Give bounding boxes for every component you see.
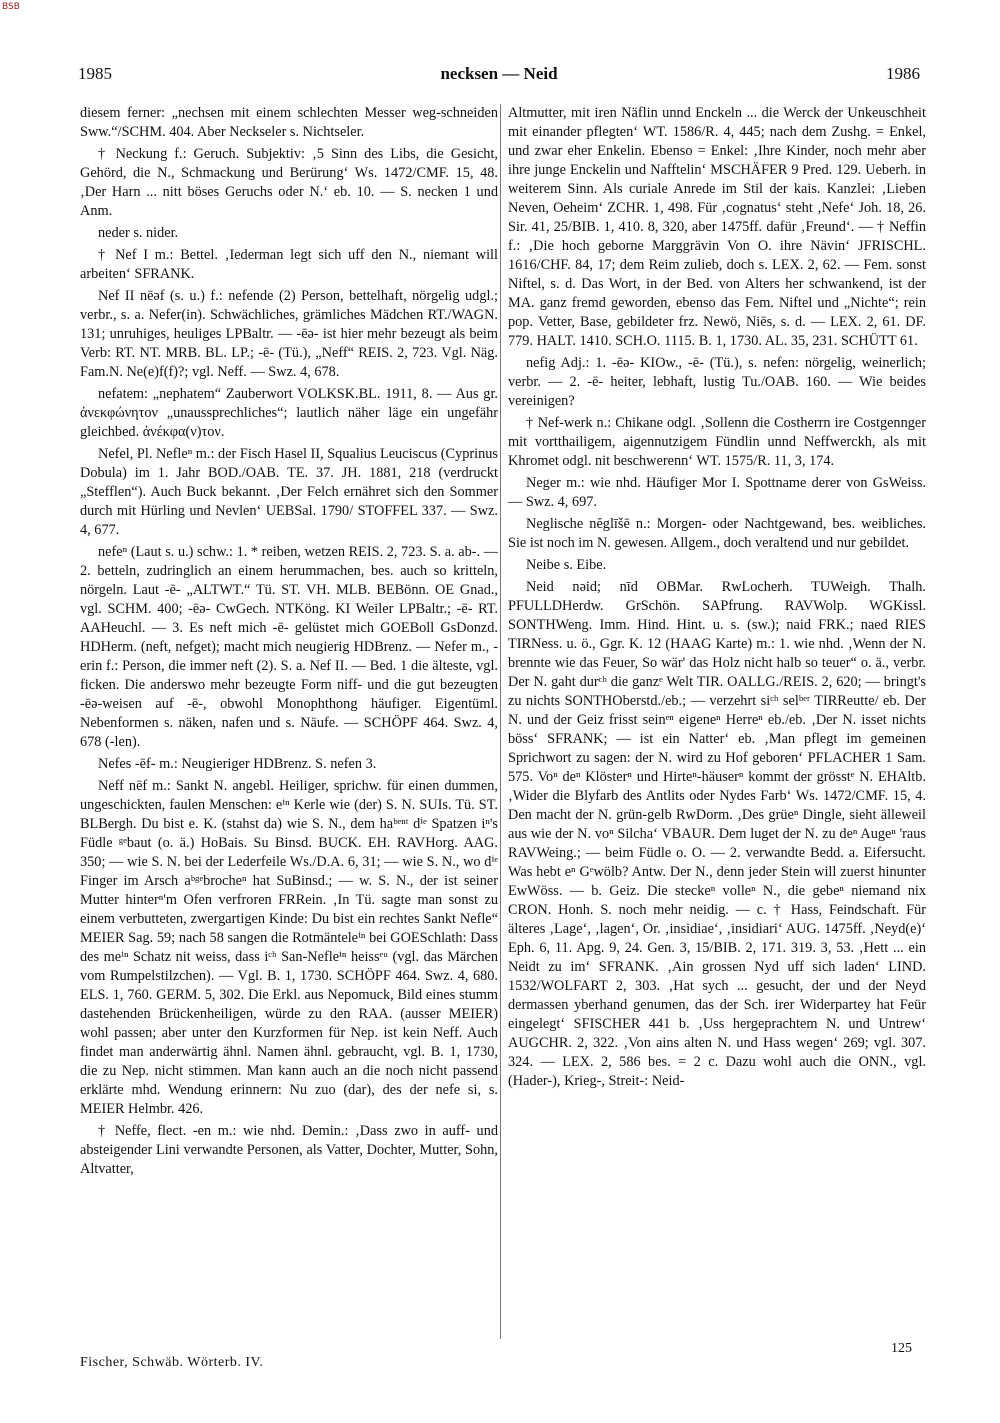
left-column — [80, 104, 498, 1182]
dictionary-entry: Neff nēf m.: Sankt N. angebl. Heiliger, sprichw. für einen dummen, ungeschickten, faulen Menschen: eⁱⁿ Kerle wie (der) S. N. SUIs. Tü. ST. BLBergh. Du bist e. K. (stahst da) wie S. N., dem haᵇᵉⁿᵗ dⁱᵉ Spatzen iⁿ's Füdle ᵍᵉbaut (o. ä.) HoBais. Su Binsd. BUCK. EH. RAVHorg. AAG. 350; — wie S. N. bei der Lederfeile Ws./D.A. 6, 31; — wie S. N., wo dⁱᵉ Finger im Arsch aᵇᵍᵉbrocheⁿ hat SuBinsd.; — w. S. N., der ist seiner Mutter hinterⁿ'm Ofen verfroren FRRein. ‚In Tü. sagte man sonst zu einem verbutteten, zwergartigen Kinde: Du bist ein rechtes Sankt Nefle“ MEIER Sag. 59; nach 58 sangen die Rotmänteleⁱⁿ bei GOESchlath: Dass des meⁱⁿ Schatz nit weiss, dass iᶜʰ San-Nefleⁱⁿ heissᵉᵘ (vgl. das Märchen vom Rumpelstilzchen). — Vgl. B. 1, 1730. SCHÖPF 464. Swz. 4, 680. ELS. 1, 760. GERM. 5, 302. Die Erkl. aus Nepomuck, Bild eines stumm dastehenden Brückenheiligen, würde zu den RAA. (ausser MEIER) wohl passen; aber unter den Kurzformen für Nep. ist kein Neff. Auch findet man anderwärtig ähnl. Namen ähnl. gebraucht, vgl. B. 1, 1730, die zu Nep. nicht stimmen. Man kann auch an die noch nicht passend erklärte mhd. Wendung erinnern: Nu zuo (dar), des der nefe si, s. MEIER Helmbr. 426. — [80, 778, 498, 1117]
footer-signature: 125 — [891, 1341, 912, 1356]
dictionary-entry: † Nef I m.: Bettel. ‚Iederman legt sich uff den N., niemant will arbeiten‘ SFRANK. — [80, 247, 498, 282]
dictionary-entry: diesem ferner: „nechsen mit einem schlechten Messer weg-schneiden Sww.“/SCHM. 404. Aber Neckseler s. Nichtseler. — [80, 105, 498, 140]
dictionary-entry: Neid nəid; nīd OBMar. RwLocherh. TUWeigh. Thalh. PFULLDHerdw. GrSchön. SAPfrung. RAVWolp. WGKissl. SONTHWeng. Imm. Hind. Hint. u. s. (sw.); naid FRK.; naed RIES TIRNess. u. ö., Ggr. K. 12 (HAAG Karte) m.: 1. wie nhd. ‚Wenn der N. brennte wie das Feuer, So wär' das Holz nicht halb so teuer“ o. ä., verbr. Der N. gaht durᶜʰ die ganzᵉ Welt TIR. OALLG./REIS. 2, 620; — bringt's zu nichts SONTHOberstd./eb.; — verzehrt siᶜʰ selᵇᵉʳ TIRReutte/ eb. Der N. und der Geiz frisst seinᵉⁿ eigeneⁿ Herreⁿ eb./eb. ‚Der N. isset nichts böss‘ SFRANK; — ist ein Natter‘ eb. ‚Man pflegt im gemeinen Sprichwort zu sagen: der N. wird zu Hof geboren‘ PFLACHER 1 Sam. 575. Voⁿ deⁿ Klösterⁿ und Hirteⁿ-häuserⁿ kommt der grösstᵉ N. EHAltb. ‚Wider die Blyfarb des Antlits oder Nydes Farb‘ Ws. 1472/CMF. 15, 4. Den macht der N. grün-gelb RwDorm. ‚Des grüeⁿ Dingle, sieht älleweil aus wie der N. voⁿ Silcha‘ VBAUR. Dem luget der N. zu deⁿ Augeⁿ 'raus RAVWeing.; — beim Füdle o. O. — 2. verwandte Bedd. a. Eifersucht. Was hebt eⁿ Gᵉwölb? Antw. Der N., denn jeder Stein will zuerst hinunter EwWöss. — b. Geiz. Die steckeⁿ volleⁿ N., die gebeⁿ niemand nix CRON. Honh. S. noch mehr neidig. — c. † Hass, Feindschaft. Für älteres ‚Lage‘, ‚lagen‘, Or. ‚insidiae‘, ‚insidiari‘ AUG. 1475ff. ‚Neyd(e)‘ Eph. 6, 11. Apg. 9, 24. Gen. 3, 15/BIB. 2, 171. 319. 3, 53. ‚Hett ... ein Neidt zu im‘ SFRANK. ‚Ain grossen Nyd uff sich laden‘ LIND. 1532/WOLFART 2, 303. ‚Hat sych ... gesucht, der und der Neyd dermassen yberhand genumen, das der Sch. irer Widerpartey hat Feür eingelegt‘ SFISCHER 441 b. ‚Uss hergeprachtem N. und Untrew‘ AUGCHR. 2, 322. ‚Von ains alten N. und Hass wegen‘ 269; vgl. 307. 324. — LEX. 2, 586 bes. = 2 c. Dazu wohl auch die ONN., vgl. (Hader-), Krieg-, Streit-: Neid- — [508, 579, 926, 1089]
dictionary-entry: Nef II nēəf (s. u.) f.: nefende (2) Person, bettelhaft, nörgelig udgl.; verbr., s. a. Nefer(in). Schwächliches, grämliches Mädchen RT./WAGN. 131; unruhiges, heuliges LPBaltr. — -ēə- ist hier mehr bezeugt als beim Verb: RT. NT. MRB. BL. LP.; -ē- (Tü.), „Neff“ REIS. 2, 723. Vgl. Näg. Fam.N. Ne(e)f(f)?; vgl. Neff. — Swz. 4, 678. — [80, 288, 498, 380]
dictionary-entry: nefeⁿ (Laut s. u.) schw.: 1. * reiben, wetzen REIS. 2, 723. S. a. ab-. — 2. betteln, zudringlich an einem herummachen, bes. auch so kritteln, nörgeln. Laut -ē- „ALTWT.“ Tü. ST. VH. MLB. BEBönn. OE Gnad., vgl. SCHM. 400; -ēə- CwGech. NTKöng. KI Weiler LPBaltr.; -ē- RT. AAHeuchl. — 3. Es neft mich -ē- gelüstet mich GOEBoll GsDonzd. HDHerm. (neft, nefget); macht mich neugierig HDBrenz. — Nefer m., -erin f.: Person, die immer neft (2). S. a. Nef II. — Bed. 1 die älteste, vgl. ficken. Die anderswo mehr bezeugte Form niff- und die gut bezeugten -ēə-weisen auf -ē-, obwohl Monophthong häufiger. Eigentüml. Nebenformen s. näken, nafen und s. Näufe. — SCHÖPF 464. Swz. 4, 678 (-len). — [80, 544, 498, 750]
dictionary-entry: Altmutter, mit iren Näflin unnd Enckeln ... die Werck der Unkeuschheit mit einander pflegten‘ WT. 1586/R. 4, 445; nach dem Zushg. = Enkel, und zwar eher Enkelin. Ebenso = Enkel: ‚Ihre Kinder, noch mehr aber ihre junge Enckelin und Nafftelin‘ MSCHÄFER 9 Pred. 129. Ueberh. in weiterem Sinn. Als curiale Anrede im Stil der kais. Kanzlei: ‚Lieben Neven, Oeheim‘ ZCHR. 1, 498. Für ‚cognatus‘ steht ‚Nefe‘ Joh. 18, 26. Sir. 41, 25/BIB. 1, 410. 8, 320, aber 1475ff. dafür ‚Freund‘. — † Neffin f.: ‚Die hoch geborne Marggrävin Von O. ihre Nävin‘ JFRISCHL. 1616/CHF. 84, 17; dem Reim zulieb, doch s. LEX. 2, 62. — Fem. sonst Niftel, s. d. Das Wort, in der Bed. von Alters her schwankend, ist der MA. ganz fremd geworden, ebenso das Fem. Niftel und „Nichte“; rein pop. Vetter, Base, gebildeter frz. Newö, Niēs, s. d. — LEX. 2, 61. DF. 779. HALT. 1410. SCH.O. 1115. B. 1, 1730. AL. 35, 231. SCHÜTT 61. — [508, 105, 926, 349]
page-number-right: 1986 — [886, 64, 920, 83]
dictionary-entry: nefatem: „nephatem“ Zauberwort VOLKSK.BL. 1911, 8. — Aus gr. ἀνεκφώνητον „unaussprechliches“; lautlich näher läge ein ungefähr gleichbed. ἀνέκφα(ν)τον. — [80, 386, 498, 440]
dictionary-entry: † Neckung f.: Geruch. Subjektiv: ‚5 Sinn des Libs, die Gesicht, Gehörd, die N., Schmackung und Berürung‘ Ws. 1472/CMF. 15, 48. ‚Der Harn ... nitt böses Geruchs oder N.‘ eb. 10. — S. necken 1 und Anm. — [80, 146, 498, 219]
dictionary-entry: nefig Adj.: 1. -ēə- KIOw., -ē- (Tü.), s. nefen: nörgelig, weinerlich; verbr. — 2. -ē- heiter, lebhaft, lustig Tu./OAB. 160. — Wie beides vereinigen? — [508, 355, 926, 409]
running-headword: necksen — Neid — [440, 64, 558, 83]
dictionary-entry: neder s. nider. — [98, 225, 179, 241]
dictionary-entry: † Nef-werk n.: Chikane odgl. ‚Sollenn die Costherrn ire Costgennger mit vortthailigem, aigennutzigem Fündlin unnd Neffwerckh, als mit Khromet odgl. nit beschwerenn‘ WT. 1575/R. 11, 3, 174. — [508, 415, 926, 469]
library-stamp: BSB — [2, 2, 20, 12]
dictionary-entry: Neger m.: wie nhd. Häufiger Mor I. Spottname derer von GsWeiss. — Swz. 4, 697. — [508, 475, 926, 510]
page-header — [78, 64, 920, 90]
right-column — [508, 104, 926, 1094]
dictionary-entry: † Neffe, flect. -en m.: wie nhd. Demin.: ‚Dass zwo in auff- und absteigender Lini verwandte Personen, als Vatter, Dochter, Mutter, Sohn, Altvatter, — [80, 1123, 498, 1177]
page-number-left: 1985 — [78, 64, 112, 83]
dictionary-entry: Nefel, Pl. Nefleⁿ m.: der Fisch Hasel II, Squalius Leuciscus (Cyprinus Dobula) im 1. Jahr BOD./OAB. TE. 37. JH. 1881, 218 (verdruckt „Stefflen“). Auch Buck bekannt. ‚Der Felch ernähret sich den Sommer durch mit Hürling und Nevlen‘ UEBSal. 1790/ STOFFEL 337. — Swz. 4, 677. — [80, 446, 498, 538]
page-footer — [80, 1341, 920, 1377]
footer-source: Fischer, Schwäb. Wörterb. IV. — [80, 1355, 264, 1370]
column-divider — [500, 104, 501, 1339]
dictionary-entry: Nefes -ēf- m.: Neugieriger HDBrenz. S. nefen 3. — [98, 756, 377, 772]
dictionary-entry: Neglische nĕglīšē n.: Morgen- oder Nachtgewand, bes. weibliches. Sie ist noch im N. gewesen. Allgem., doch veraltend und nur gebildet. — [508, 516, 926, 551]
dictionary-entry: Neibe s. Eibe. — [526, 557, 607, 573]
